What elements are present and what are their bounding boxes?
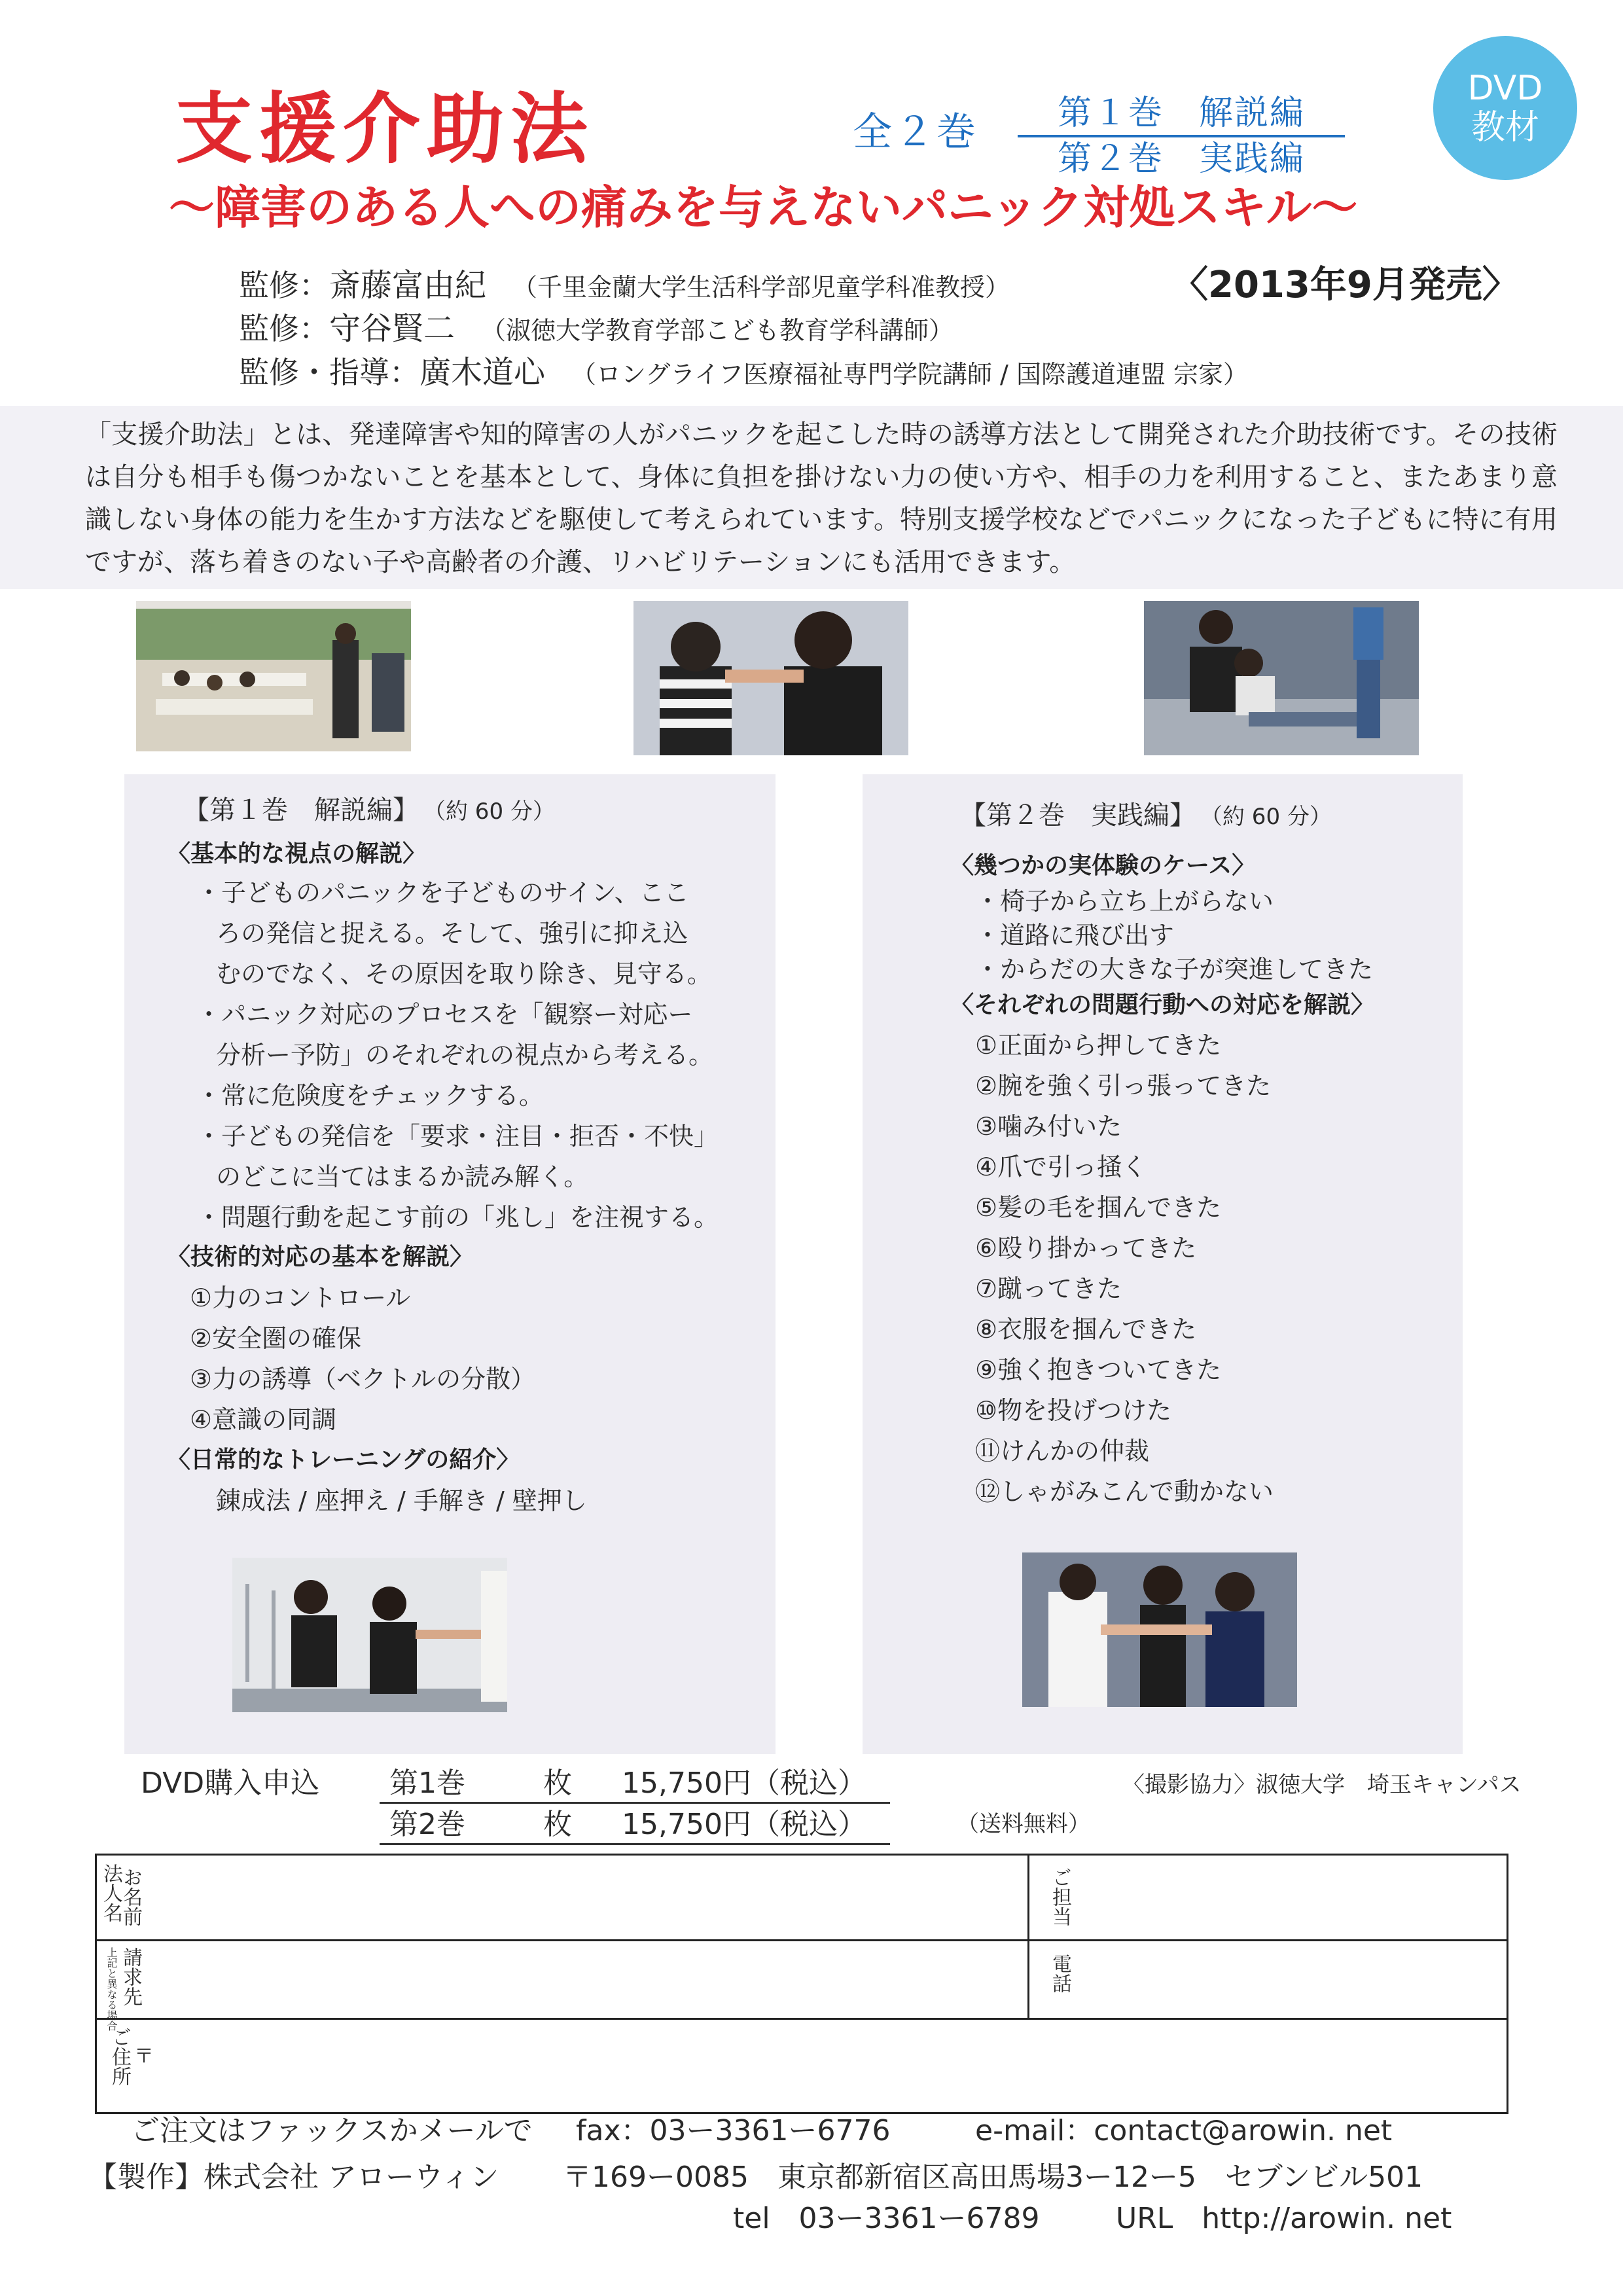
address-input[interactable] [156,2020,1504,2112]
list-item: むのでなく、その原因を取り除き、見守る。 [216,960,712,988]
supervisor-name: 廣木道心 [419,354,546,391]
order-unit: 枚 [543,1808,572,1841]
supervisor-affiliation: （淑徳大学教育学部こども教育学科講師） [481,316,954,345]
name-label: お名前 [119,1867,142,1926]
tel-number: tel 03ー3361ー6789 [733,2202,1040,2235]
name-input[interactable] [156,1859,1020,1936]
name-sub-label: 法人名 [99,1863,122,1922]
email-link[interactable]: e-mail：contact@arowin. net [975,2114,1393,2147]
address-label: ご住所 [108,2027,131,2086]
website-link[interactable]: URL http://arowin. net [1116,2202,1452,2235]
list-item: ①正面から押してきた [975,1031,1222,1060]
list-item: ・子どものパニックを子どものサイン、ここ [196,878,689,907]
photo-credit: 〈撮影協力〉淑徳大学 埼玉キャンパス [1122,1772,1522,1798]
partner-drill-photo [1022,1552,1297,1707]
list-item: ・パニック対応のプロセスを「観察ー対応ー [196,1000,693,1029]
order-price: 15,750円（税込） [622,1767,866,1800]
list-item: ⑧衣服を掴んできた [975,1315,1197,1344]
supervisor-name: 斎藤富由紀 [329,267,487,304]
billing-label: 請求先 [119,1947,142,2006]
badge-line-1: DVD [1467,69,1543,108]
list-item: ⑨強く抱きついてきた [975,1355,1222,1384]
list-item: ・子どもの発信を「要求・注目・拒否・不快」 [196,1122,719,1151]
volume-2-duration: （約 60 分） [1211,804,1332,830]
vol1-section-heading: 〈日常的なトレーニングの紹介〉 [167,1446,520,1473]
supervisor-row [239,310,954,347]
list-item: ②安全圏の確保 [190,1324,362,1353]
supervisor-role: 監修： [239,311,329,346]
list-item: ⑪けんかの仲裁 [975,1437,1150,1465]
list-item: ・からだの大きな子が突進してきた [975,955,1374,984]
list-item: ⑤髪の毛を掴んできた [975,1193,1222,1222]
list-item: ・問題行動を起こす前の「兆し」を注視する。 [196,1203,719,1232]
fax-number: fax：03ー3361ー6776 [576,2114,891,2147]
form-divider [97,1939,1507,1941]
phone-input[interactable] [1079,1942,1497,2015]
phone-label: 電話 [1048,1954,1071,1993]
form-divider [97,2018,1507,2020]
order-price: 15,750円（税込） [622,1808,866,1841]
contact-label: ご担当 [1048,1867,1071,1926]
order-row-1 [380,1764,890,1804]
demonstration-photo [633,601,908,755]
list-item: ③力の誘導（ベクトルの分散） [190,1365,536,1393]
list-item: ⑫しゃがみこんで動かない [975,1477,1274,1506]
supervisor-affiliation: （ロングライフ医療福祉専門学院講師 / 国際護道連盟 宗家） [571,360,1249,389]
volume-2-heading-text: 【第２巻 実践編】 [960,800,1196,831]
volume-2-title: 第２巻 実践編 [1057,139,1305,179]
supervisor-role: 監修： [239,268,329,303]
order-label: DVD購入申込 [141,1767,320,1800]
classroom-photo [136,601,411,751]
supervisor-affiliation: （千里金蘭大学生活科学部児童学科准教授） [512,273,1010,302]
order-volume: 第1巻 [389,1767,465,1800]
list-item: ・椅子から立ち上がらない [975,887,1274,916]
volume-1-title: 第１巻 解説編 [1018,92,1345,137]
vol2-section-heading: 〈それぞれの問題行動への対応を解説〉 [950,992,1375,1018]
list-item: ②腕を強く引っ張ってきた [975,1071,1272,1100]
release-date: 〈2013年9月発売〉 [1171,264,1519,306]
page-title: 支援介助法 [175,84,595,174]
vol2-section-heading: 〈幾つかの実体験のケース〉 [950,852,1256,879]
shipping-note: （送料無料） [957,1811,1090,1837]
supervisor-row [239,267,1010,304]
list-item: ⑥殴り掛かってきた [975,1234,1197,1263]
form-divider [1027,1856,1029,2018]
volume-1-duration: （約 60 分） [435,798,555,825]
order-unit: 枚 [543,1767,572,1800]
order-row-2 [380,1805,890,1845]
order-instruction: ご注文はファックスかメールで [131,2114,533,2147]
maker-name: 【製作】株式会社 アローウィン [88,2161,499,2194]
list-item: ④意識の同調 [190,1405,337,1434]
volume-2-heading [960,802,1332,829]
floor-technique-photo [1144,601,1419,755]
volume-count: 全２巻 [853,109,978,155]
contact-input[interactable] [1079,1859,1497,1936]
volume-1-heading-text: 【第１巻 解説編】 [183,795,419,825]
postal-mark: 〒 [130,2045,153,2065]
maker-address: 〒169ー0085 東京都新宿区高田馬場3ー12ー5 セブンビル501 [563,2161,1423,2194]
supervisor-name: 守谷賢二 [329,310,455,347]
list-item: ①力のコントロール [190,1283,411,1312]
list-item: ・常に危険度をチェックする。 [196,1081,544,1110]
order-volume: 第2巻 [389,1808,465,1841]
volume-list [1018,92,1345,181]
billing-sub-label: 上記と異なる場合 [105,1947,118,2031]
order-form [95,1854,1508,2114]
list-item: ④爪で引っ掻く [975,1153,1147,1181]
training-list: 錬成法 / 座押え / 手解き / 壁押し [216,1486,587,1515]
list-item: ・道路に飛び出す [975,921,1175,950]
list-item: ③噛み付いた [975,1112,1122,1141]
page-subtitle: 〜障害のある人への痛みを与えないパニック対処スキル〜 [169,181,1358,234]
intro-paragraph: 「支援介助法」とは、発達障害や知的障害の人がパニックを起こした時の誘導方法として開発された介助技術です。その技術は自分も相手も傷つかないことを基本として、身体に負担を掛けない力の使い方や、相手の力を利用すること、またあまり意識しない身体の能力を生かす方法などを駆使して考えられています。特別支援学校などでパニックになった子どもに特に有用ですが、落ち着きのない子や高齢者の介護、リハビリテーションにも活用できます。 [85,420,1558,577]
vol1-section-heading: 〈技術的対応の基本を解説〉 [167,1244,474,1270]
list-item: のどこに当てはまるか読み解く。 [216,1162,589,1191]
list-item: 分析ー予防」のそれぞれの視点から考える。 [216,1041,714,1069]
list-item: ろの発信と捉える。そして、強引に抑え込 [216,919,688,948]
vol1-section-heading: 〈基本的な視点の解説〉 [167,840,427,867]
supervisor-row [239,354,1249,391]
badge-line-2: 教材 [1471,108,1539,147]
list-item: ⑩物を投げつけた [975,1396,1172,1425]
wall-push-photo [232,1558,507,1712]
supervisor-role: 監修・指導： [239,355,419,390]
dvd-badge [1433,36,1577,180]
billing-input[interactable] [156,1942,1020,2015]
volume-1-heading [183,797,555,823]
list-item: ⑦蹴ってきた [975,1274,1122,1303]
